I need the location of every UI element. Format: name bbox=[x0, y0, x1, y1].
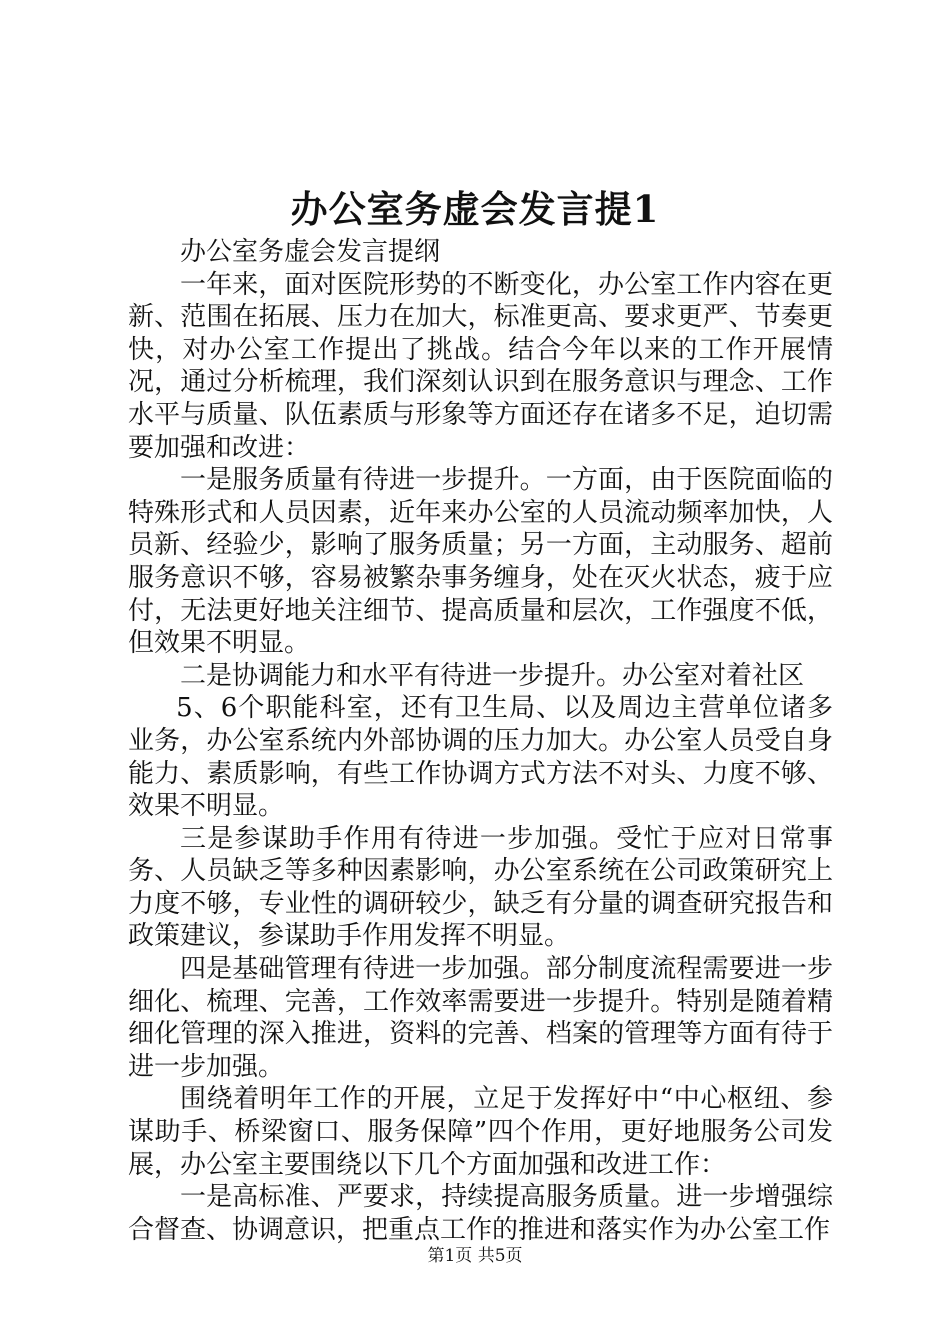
page-footer: 第1页 共5页 bbox=[427, 1246, 523, 1266]
paragraph-point-3: 三是参谋助手作用有待进一步加强。受忙于应对日常事务、人员缺乏等多种因素影响，办公室系统在公司政策研究上力度不够，专业性的调研较少，缺乏有分量的调查研究报告和政策建议，参谋助手作用发挥不明显。 bbox=[128, 823, 833, 952]
paragraph-point-2-cont: 5、6个职能科室，还有卫生局、以及周边主营单位诸多业务，办公室系统内外部协调的压力加大。办公室人员受自身能力、素质影响，有些工作协调方式方法不对头、力度不够、效果不明显。 bbox=[128, 693, 833, 822]
document-body bbox=[128, 236, 833, 1246]
paragraph-point-2: 二是协调能力和水平有待进一步提升。办公室对着社区 bbox=[180, 660, 805, 691]
paragraph-intro: 一年来，面对医院形势的不断变化，办公室工作内容在更新、范围在拓展、压力在加大，标准更高、要求更严、节奏更快，对办公室工作提出了挑战。结合今年以来的工作开展情况，通过分析梳理，我们深刻认识到在服务意识与理念、工作水平与质量、队伍素质与形象等方面还存在诸多不足，迫切需要加强和改进： bbox=[128, 269, 833, 463]
paragraph-plan-intro: 围绕着明年工作的开展，立足于发挥好中“中心枢纽、参谋助手、桥梁窗口、服务保障”四个作用，更好地服务公司发展，办公室主要围绕以下几个方面加强和改进工作： bbox=[128, 1084, 833, 1180]
paragraph-point-4: 四是基础管理有待进一步加强。部分制度流程需要进一步细化、梳理、完善，工作效率需要进一步提升。特别是随着精细化管理的深入推进，资料的完善、档案的管理等方面有待于进一步加强。 bbox=[128, 954, 833, 1082]
paragraph-plan-1: 一是高标准、严要求，持续提高服务质量。进一步增强综合督查、协调意识，把重点工作的推进和落实作为办公室工作 bbox=[128, 1182, 833, 1245]
document-title: 办公室务虚会发言提1 bbox=[290, 187, 660, 231]
paragraph-point-1: 一是服务质量有待进一步提升。一方面，由于医院面临的特殊形式和人员因素，近年来办公室的人员流动频率加快，人员新、经验少，影响了服务质量；另一方面，主动服务、超前服务意识不够，容易被繁杂事务缠身，处在灭火状态，疲于应付，无法更好地关注细节、提高质量和层次，工作强度不低，但效果不明显。 bbox=[128, 465, 833, 659]
paragraph-subtitle: 办公室务虚会发言提纲 bbox=[180, 237, 441, 267]
